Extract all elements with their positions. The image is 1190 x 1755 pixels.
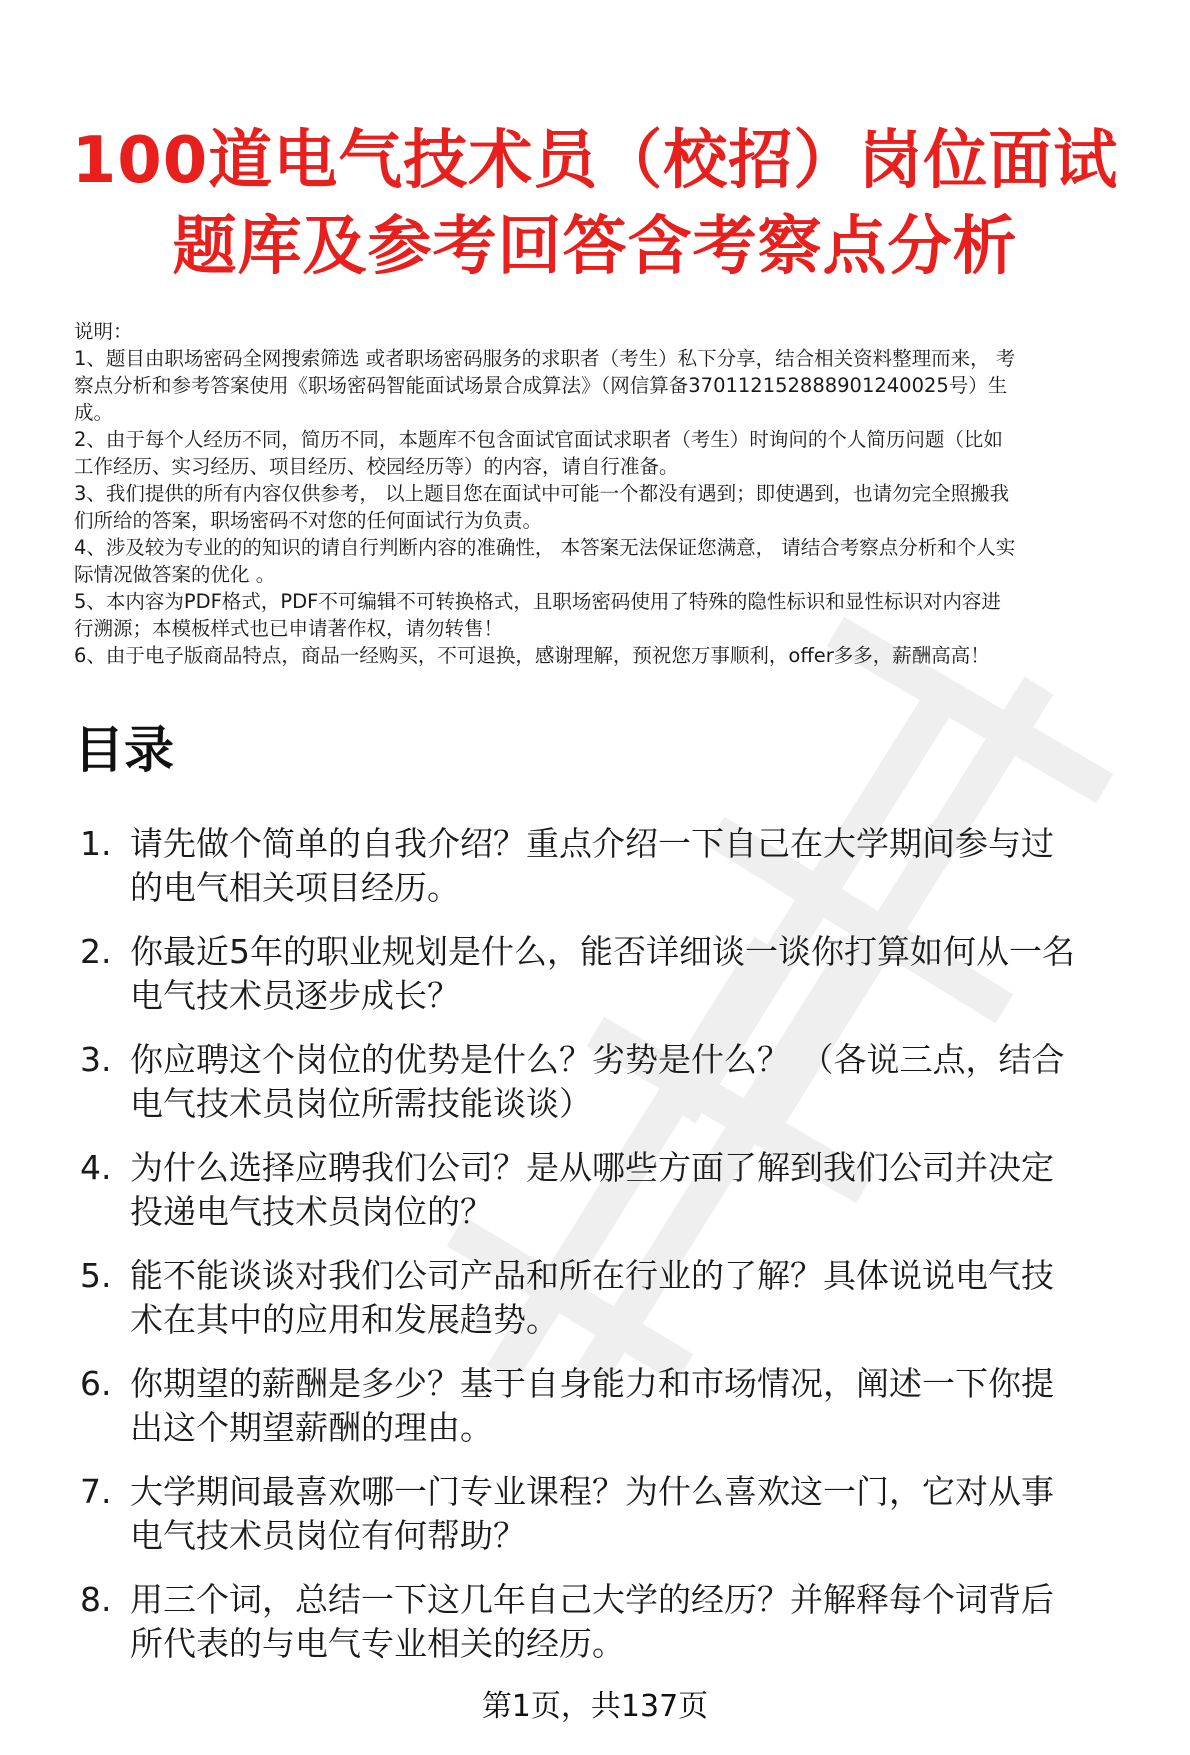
title-line-2: 题库及参考回答含考察点分析 — [172, 210, 1018, 284]
toc-item-1[interactable] — [74, 822, 1174, 910]
note-line: 1、题目由职场密码全网搜索筛选 或者职场密码服务的求职者（考生）私下分享，结合相关资料整理而来， 考 — [74, 347, 1016, 370]
toc-list — [74, 822, 1174, 1686]
toc-item-number: 1. — [80, 824, 112, 863]
toc-item-5[interactable] — [74, 1254, 1174, 1342]
title-line-1: 100道电气技术员（校招）岗位面试 — [71, 124, 1119, 198]
note-line: 成。 — [74, 401, 114, 424]
toc-item-8[interactable] — [74, 1578, 1174, 1666]
toc-item-number: 7. — [80, 1472, 112, 1511]
toc-item-number: 3. — [80, 1040, 112, 1079]
toc-item-number: 6. — [80, 1364, 112, 1403]
toc-item-text: 的电气相关项目经历。 — [130, 868, 460, 907]
document-title — [60, 118, 1130, 290]
toc-item-3[interactable] — [74, 1038, 1174, 1126]
toc-item-text: 电气技术员岗位所需技能谈谈） — [130, 1084, 592, 1123]
note-line: 们所给的答案，职场密码不对您的任何面试行为负责。 — [74, 509, 543, 532]
note-line: 6、由于电子版商品特点，商品一经购买，不可退换，感谢理解，预祝您万事顺利，offer多多，薪酬高高！ — [74, 644, 990, 667]
note-line: 际情况做答案的优化 。 — [74, 563, 276, 586]
toc-item-text: 所代表的与电气专业相关的经历。 — [130, 1624, 625, 1663]
note-line: 3、我们提供的所有内容仅供参考， 以上题目您在面试中可能一个都没有遇到；即使遇到，也请勿完全照搬我 — [74, 482, 1010, 505]
note-line: 2、由于每个人经历不同，简历不同，本题库不包含面试官面试求职者（考生）时询问的个人简历问题（比如 — [74, 428, 1003, 451]
toc-item-text: 术在其中的应用和发展趋势。 — [130, 1300, 559, 1339]
toc-item-text: 电气技术员逐步成长？ — [130, 976, 460, 1015]
page-number-footer: 第1页，共137页 — [481, 1689, 709, 1724]
toc-item-text: 请先做个简单的自我介绍？重点介绍一下自己在大学期间参与过 — [130, 824, 1054, 863]
toc-item-6[interactable] — [74, 1362, 1174, 1450]
toc-item-text: 出这个期望薪酬的理由。 — [130, 1408, 493, 1447]
toc-item-text: 为什么选择应聘我们公司？是从哪些方面了解到我们公司并决定 — [130, 1148, 1054, 1187]
note-line: 工作经历、实习经历、项目经历、校园经历等）的内容，请自行准备。 — [74, 455, 679, 478]
toc-item-number: 5. — [80, 1256, 112, 1295]
note-line: 察点分析和参考答案使用《职场密码智能面试场景合成算法》（网信算备370112152888901240025号）生 — [74, 374, 1008, 397]
toc-item-text: 能不能谈谈对我们公司产品和所在行业的了解？具体说说电气技 — [130, 1256, 1054, 1295]
note-line: 5、本内容为PDF格式，PDF不可编辑不可转换格式，且职场密码使用了特殊的隐性标识和显性标识对内容进 — [74, 590, 1001, 613]
toc-item-text: 你最近5年的职业规划是什么，能否详细谈一谈你打算如何从一名 — [130, 932, 1075, 971]
note-line: 行溯源；本模板样式也已申请著作权，请勿转售！ — [74, 617, 504, 640]
toc-item-number: 2. — [80, 932, 112, 971]
toc-item-text: 用三个词，总结一下这几年自己大学的经历？并解释每个词背后 — [130, 1580, 1054, 1619]
toc-item-number: 4. — [80, 1148, 112, 1187]
toc-item-number: 8. — [80, 1580, 112, 1619]
toc-item-text: 你期望的薪酬是多少？基于自身能力和市场情况，阐述一下你提 — [130, 1364, 1054, 1403]
toc-item-text: 大学期间最喜欢哪一门专业课程？为什么喜欢这一门，它对从事 — [130, 1472, 1054, 1511]
toc-heading: 目录 — [74, 721, 174, 779]
notes-section — [74, 318, 1154, 669]
toc-item-4[interactable] — [74, 1146, 1174, 1234]
toc-item-7[interactable] — [74, 1470, 1174, 1558]
notes-label: 说明： — [74, 320, 133, 343]
toc-item-text: 投递电气技术员岗位的？ — [130, 1192, 493, 1231]
toc-item-2[interactable] — [74, 930, 1174, 1018]
toc-item-text: 电气技术员岗位有何帮助？ — [130, 1516, 526, 1555]
note-line: 4、涉及较为专业的的知识的请自行判断内容的准确性， 本答案无法保证您满意， 请结合考察点分析和个人实 — [74, 536, 1016, 559]
toc-item-text: 你应聘这个岗位的优势是什么？劣势是什么？ （各说三点，结合 — [130, 1040, 1065, 1079]
